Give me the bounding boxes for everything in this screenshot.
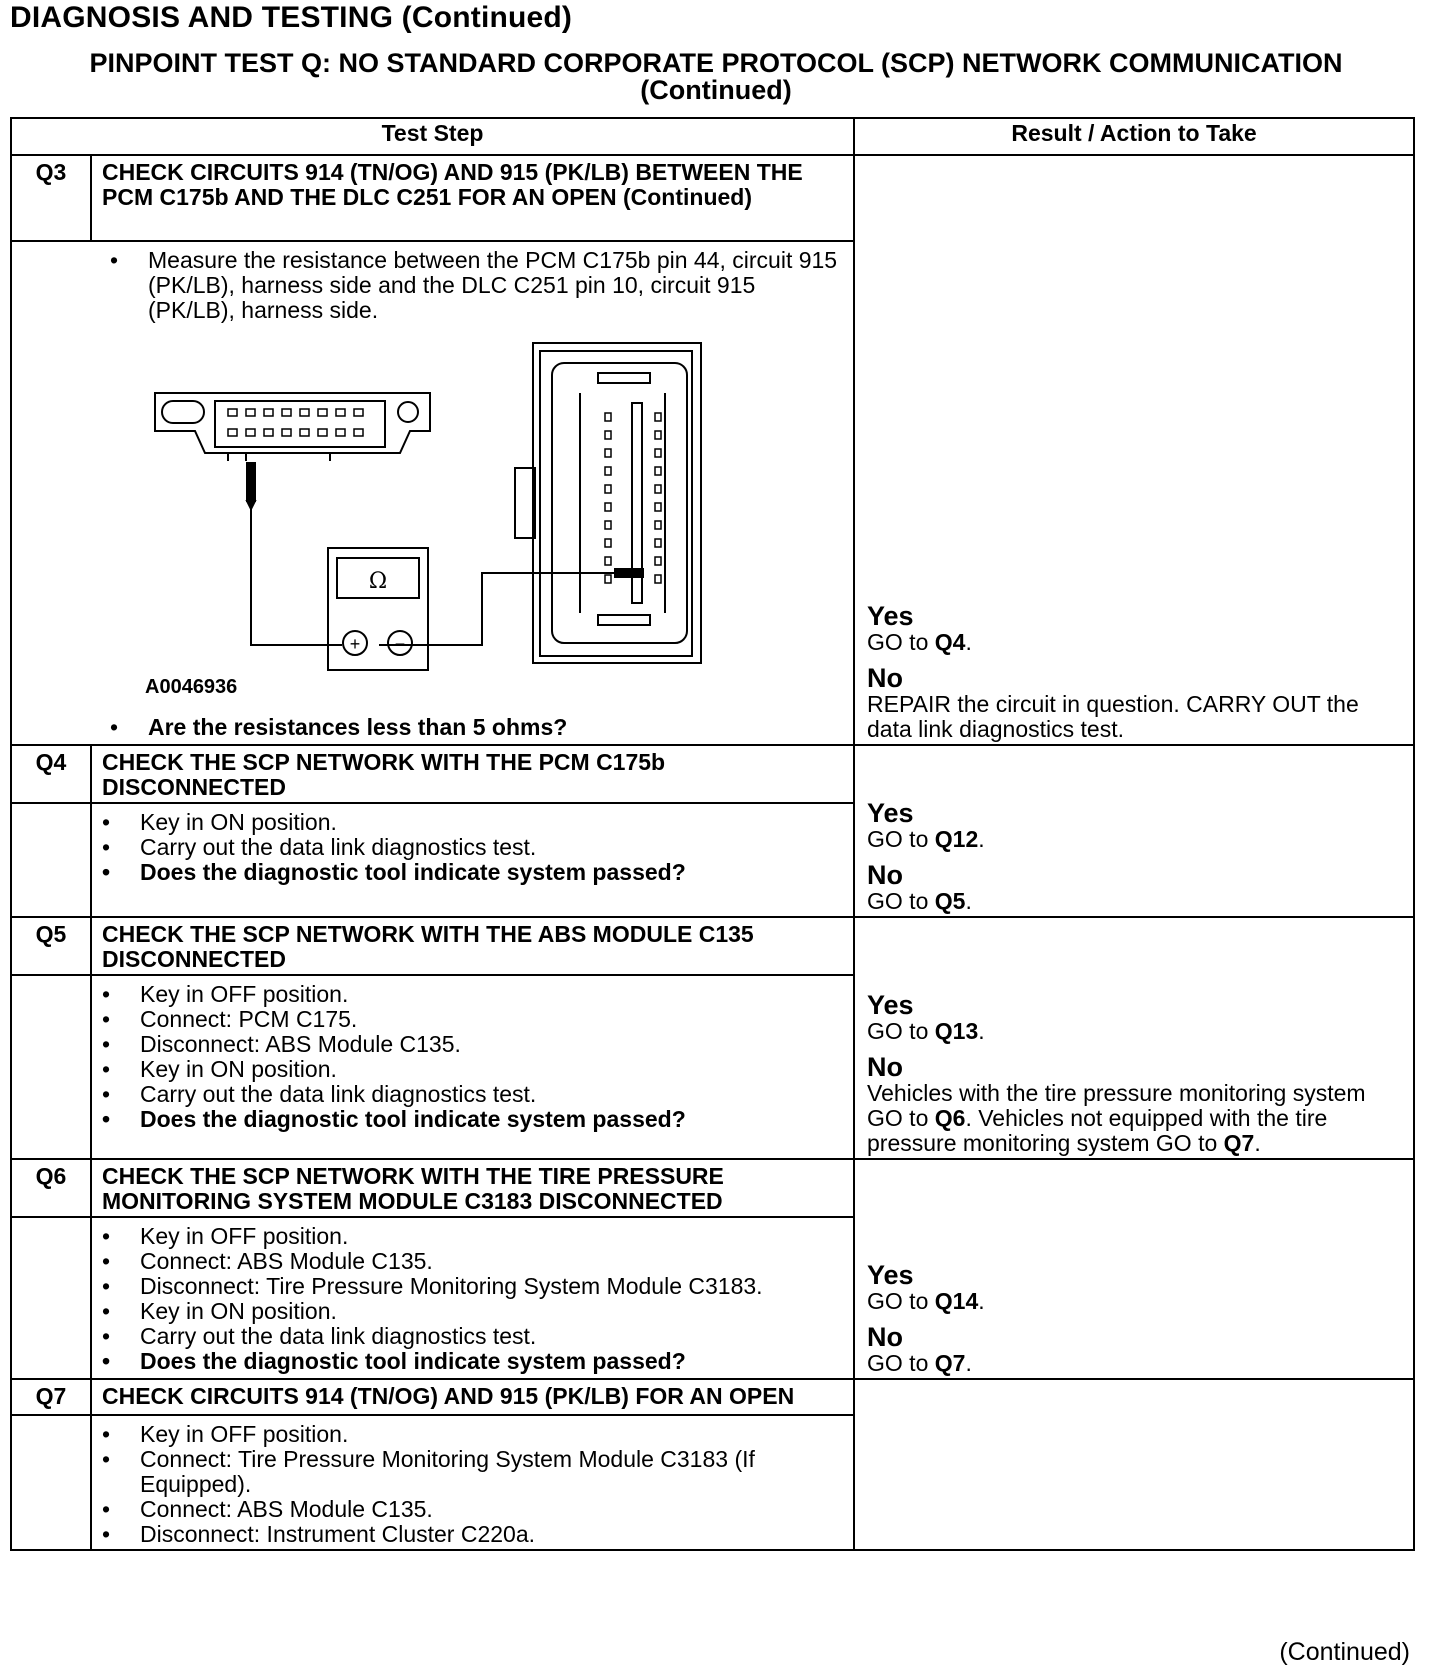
step-title-q5: CHECK THE SCP NETWORK WITH THE ABS MODULE C135 DISCONNECTED <box>91 917 854 975</box>
list-item: • Key in OFF position. <box>102 982 843 1007</box>
result-no-action: GO to Q7. <box>867 1350 972 1376</box>
step-q6-instructions <box>102 1224 843 1374</box>
result-yes-action: GO to Q4. <box>867 629 972 655</box>
step-id-q4: Q4 <box>11 745 91 803</box>
step-body-q5 <box>91 975 854 1159</box>
resistance-test-figure <box>110 323 843 715</box>
list-item: • Key in OFF position. <box>102 1224 843 1249</box>
pinpoint-title-line2: (Continued) <box>640 75 792 105</box>
step-id-q7: Q7 <box>11 1379 91 1415</box>
table-header-row <box>11 118 1414 155</box>
step-q4-instructions <box>102 810 843 885</box>
goto-target: Q5 <box>934 888 966 914</box>
result-q4 <box>854 745 1414 917</box>
pcm-connector-icon <box>515 343 701 663</box>
probe-icon <box>247 463 255 509</box>
list-item: • Key in ON position. <box>102 810 843 835</box>
list-item: • Connect: ABS Module C135. <box>102 1497 843 1522</box>
result-yes-label: Yes <box>867 1260 914 1290</box>
result-no-label: No <box>867 860 904 890</box>
list-item: • Key in ON position. <box>102 1299 843 1324</box>
ohm-symbol-icon: Ω <box>368 569 388 594</box>
result-yes-label: Yes <box>867 798 914 828</box>
result-no-action: GO to Q5. <box>867 888 972 914</box>
list-item: • Carry out the data link diagnostics test. <box>102 835 843 860</box>
goto-target: Q14 <box>934 1288 979 1314</box>
result-q5 <box>854 917 1414 1159</box>
result-no-action: REPAIR the circuit in question. CARRY OUT the data link diagnostics test. <box>867 691 1359 742</box>
result-q6 <box>854 1159 1414 1379</box>
result-yes-label: Yes <box>867 990 914 1020</box>
goto-target: Q12 <box>934 826 979 852</box>
list-item: • Connect: ABS Module C135. <box>102 1249 843 1274</box>
step-q4-title-row <box>11 745 1414 803</box>
minus-terminal-icon: − <box>394 634 406 654</box>
step-q3-question: • Are the resistances less than 5 ohms? <box>110 715 843 740</box>
goto-target: Q7 <box>934 1350 966 1376</box>
result-yes-label: Yes <box>867 601 914 631</box>
pinpoint-test-table <box>10 117 1415 1551</box>
pinpoint-test-title <box>10 50 1422 104</box>
goto-target: Q6 <box>934 1105 966 1131</box>
step-id-q5: Q5 <box>11 917 91 975</box>
header-result-action: Result / Action to Take <box>854 118 1414 155</box>
list-item: • Connect: PCM C175. <box>102 1007 843 1032</box>
result-yes-action: GO to Q13. <box>867 1018 985 1044</box>
step-body-q6 <box>91 1217 854 1379</box>
result-no-label: No <box>867 1322 904 1352</box>
list-item: • Disconnect: Instrument Cluster C220a. <box>102 1522 843 1547</box>
plus-terminal-icon: + <box>349 634 361 654</box>
list-item: • Carry out the data link diagnostics test. <box>102 1082 843 1107</box>
list-item: • Measure the resistance between the PCM C175b pin 44, circuit 915 (PK/LB), harness side and the DLC C251 pin 10, circuit 915 (PK/LB), harness side. <box>110 248 843 323</box>
multimeter-icon <box>328 548 428 670</box>
list-item: • Disconnect: Tire Pressure Monitoring System Module C3183. <box>102 1274 843 1299</box>
step-title-q3: CHECK CIRCUITS 914 (TN/OG) AND 915 (PK/LB) BETWEEN THE PCM C175b AND THE DLC C251 FOR AN OPEN (Continued) <box>91 155 854 241</box>
result-no-label: No <box>867 663 904 693</box>
pinpoint-title-line1: PINPOINT TEST Q: NO STANDARD CORPORATE PROTOCOL (SCP) NETWORK COMMUNICATION <box>89 48 1343 78</box>
step-q7-title-row <box>11 1379 1414 1415</box>
step-id-q6: Q6 <box>11 1159 91 1217</box>
step-title-q4: CHECK THE SCP NETWORK WITH THE PCM C175b DISCONNECTED <box>91 745 854 803</box>
step-q5-instructions <box>102 982 843 1132</box>
continued-footer: (Continued) <box>1279 1638 1410 1666</box>
list-item: • Key in ON position. <box>102 1057 843 1082</box>
figure-id-label: A0046936 <box>145 676 238 698</box>
step-q5-title-row <box>11 917 1414 975</box>
list-item: • Connect: Tire Pressure Monitoring System Module C3183 (If Equipped). <box>102 1447 843 1497</box>
step-q3-instructions <box>110 248 843 323</box>
list-item: • Carry out the data link diagnostics test. <box>102 1324 843 1349</box>
step-title-q7: CHECK CIRCUITS 914 (TN/OG) AND 915 (PK/LB) FOR AN OPEN <box>91 1379 854 1415</box>
result-yes-action: GO to Q12. <box>867 826 985 852</box>
goto-target: Q7 <box>1223 1130 1255 1156</box>
goto-target: Q4 <box>934 629 966 655</box>
connector-diagram <box>110 323 850 715</box>
goto-target: Q13 <box>934 1018 979 1044</box>
header-test-step: Test Step <box>11 118 854 155</box>
result-q7 <box>854 1379 1414 1550</box>
list-item-question: • Does the diagnostic tool indicate system passed? <box>102 1107 843 1132</box>
list-item-question: • Does the diagnostic tool indicate system passed? <box>102 1349 843 1374</box>
dlc-connector-icon <box>155 393 430 461</box>
step-q6-title-row <box>11 1159 1414 1217</box>
list-item-question: • Does the diagnostic tool indicate system passed? <box>102 860 843 885</box>
result-no-label: No <box>867 1052 904 1082</box>
page-title: DIAGNOSIS AND TESTING (Continued) <box>10 1 573 34</box>
step-body-q3 <box>11 241 854 745</box>
step-body-q4 <box>91 803 854 917</box>
result-yes-action: GO to Q14. <box>867 1288 985 1314</box>
step-id-q3: Q3 <box>11 155 91 241</box>
step-body-q7 <box>91 1415 854 1550</box>
result-no-action: Vehicles with the tire pressure monitoring system GO to Q6. Vehicles not equipped with the tire pressure monitoring system GO to Q7. <box>867 1080 1366 1156</box>
list-item: • Key in OFF position. <box>102 1422 843 1447</box>
step-q3-title-row <box>11 155 1414 241</box>
step-title-q6: CHECK THE SCP NETWORK WITH THE TIRE PRESSURE MONITORING SYSTEM MODULE C3183 DISCONNECTED <box>91 1159 854 1217</box>
list-item: • Disconnect: ABS Module C135. <box>102 1032 843 1057</box>
result-q3 <box>854 155 1414 745</box>
step-q7-instructions <box>102 1422 843 1547</box>
